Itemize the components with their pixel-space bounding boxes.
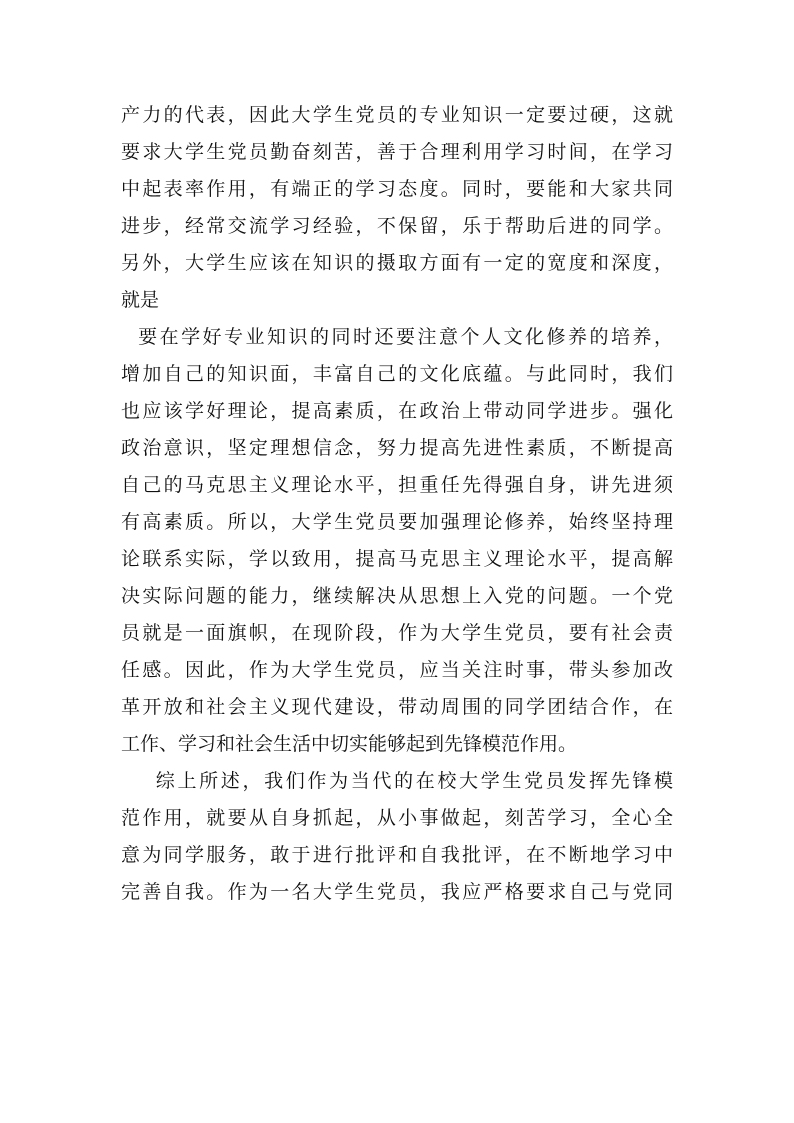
text-line: 增加自己的知识面，丰富自己的文化底蕴。与此同时，我们 (121, 363, 673, 385)
text-line: 综上所述，我们作为当代的在校大学生党员发挥先锋模 (121, 770, 673, 792)
text-line: 自己的马克思主义理论水平，担重任先得强自身，讲先进须 (121, 474, 673, 496)
text-line: 另外，大学生应该在知识的摄取方面有一定的宽度和深度， (121, 252, 673, 274)
text-line: 意为同学服务，敢于进行批评和自我批评，在不断地学习中 (121, 844, 673, 866)
text-line: 有高素质。所以，大学生党员要加强理论修养，始终坚持理 (121, 511, 673, 533)
text-line: 论联系实际，学以致用，提高马克思主义理论水平，提高解 (121, 548, 673, 570)
text-line: 中起表率作用，有端正的学习态度。同时，要能和大家共同 (121, 178, 673, 200)
text-line: 就是 (121, 289, 160, 311)
text-line: 完善自我。作为一名大学生党员，我应严格要求自己与党同 (121, 881, 673, 903)
text-line: 政治意识，坚定理想信念，努力提高先进性素质，不断提高 (121, 437, 673, 459)
text-line: 要在学好专业知识的同时还要注意个人文化修养的培养， (121, 326, 673, 348)
text-line: 要求大学生党员勤奋刻苦，善于合理利用学习时间，在学习 (121, 141, 673, 163)
text-line: 革开放和社会主义现代建设，带动周围的同学团结合作，在 (121, 696, 673, 718)
body-text (121, 97, 673, 911)
text-line: 也应该学好理论，提高素质，在政治上带动同学进步。强化 (121, 400, 673, 422)
text-line: 工作、学习和社会生活中切实能够起到先锋模范作用。 (121, 733, 578, 755)
text-line: 产力的代表，因此大学生党员的专业知识一定要过硬，这就 (121, 104, 673, 126)
text-line: 决实际问题的能力，继续解决从思想上入党的问题。一个党 (121, 585, 673, 607)
text-line: 进步，经常交流学习经验，不保留，乐于帮助后进的同学。 (121, 215, 673, 237)
text-line: 范作用，就要从自身抓起，从小事做起，刻苦学习，全心全 (121, 807, 673, 829)
text-line: 任感。因此，作为大学生党员，应当关注时事，带头参加改 (121, 659, 673, 681)
text-line: 员就是一面旗帜，在现阶段，作为大学生党员，要有社会责 (121, 622, 673, 644)
